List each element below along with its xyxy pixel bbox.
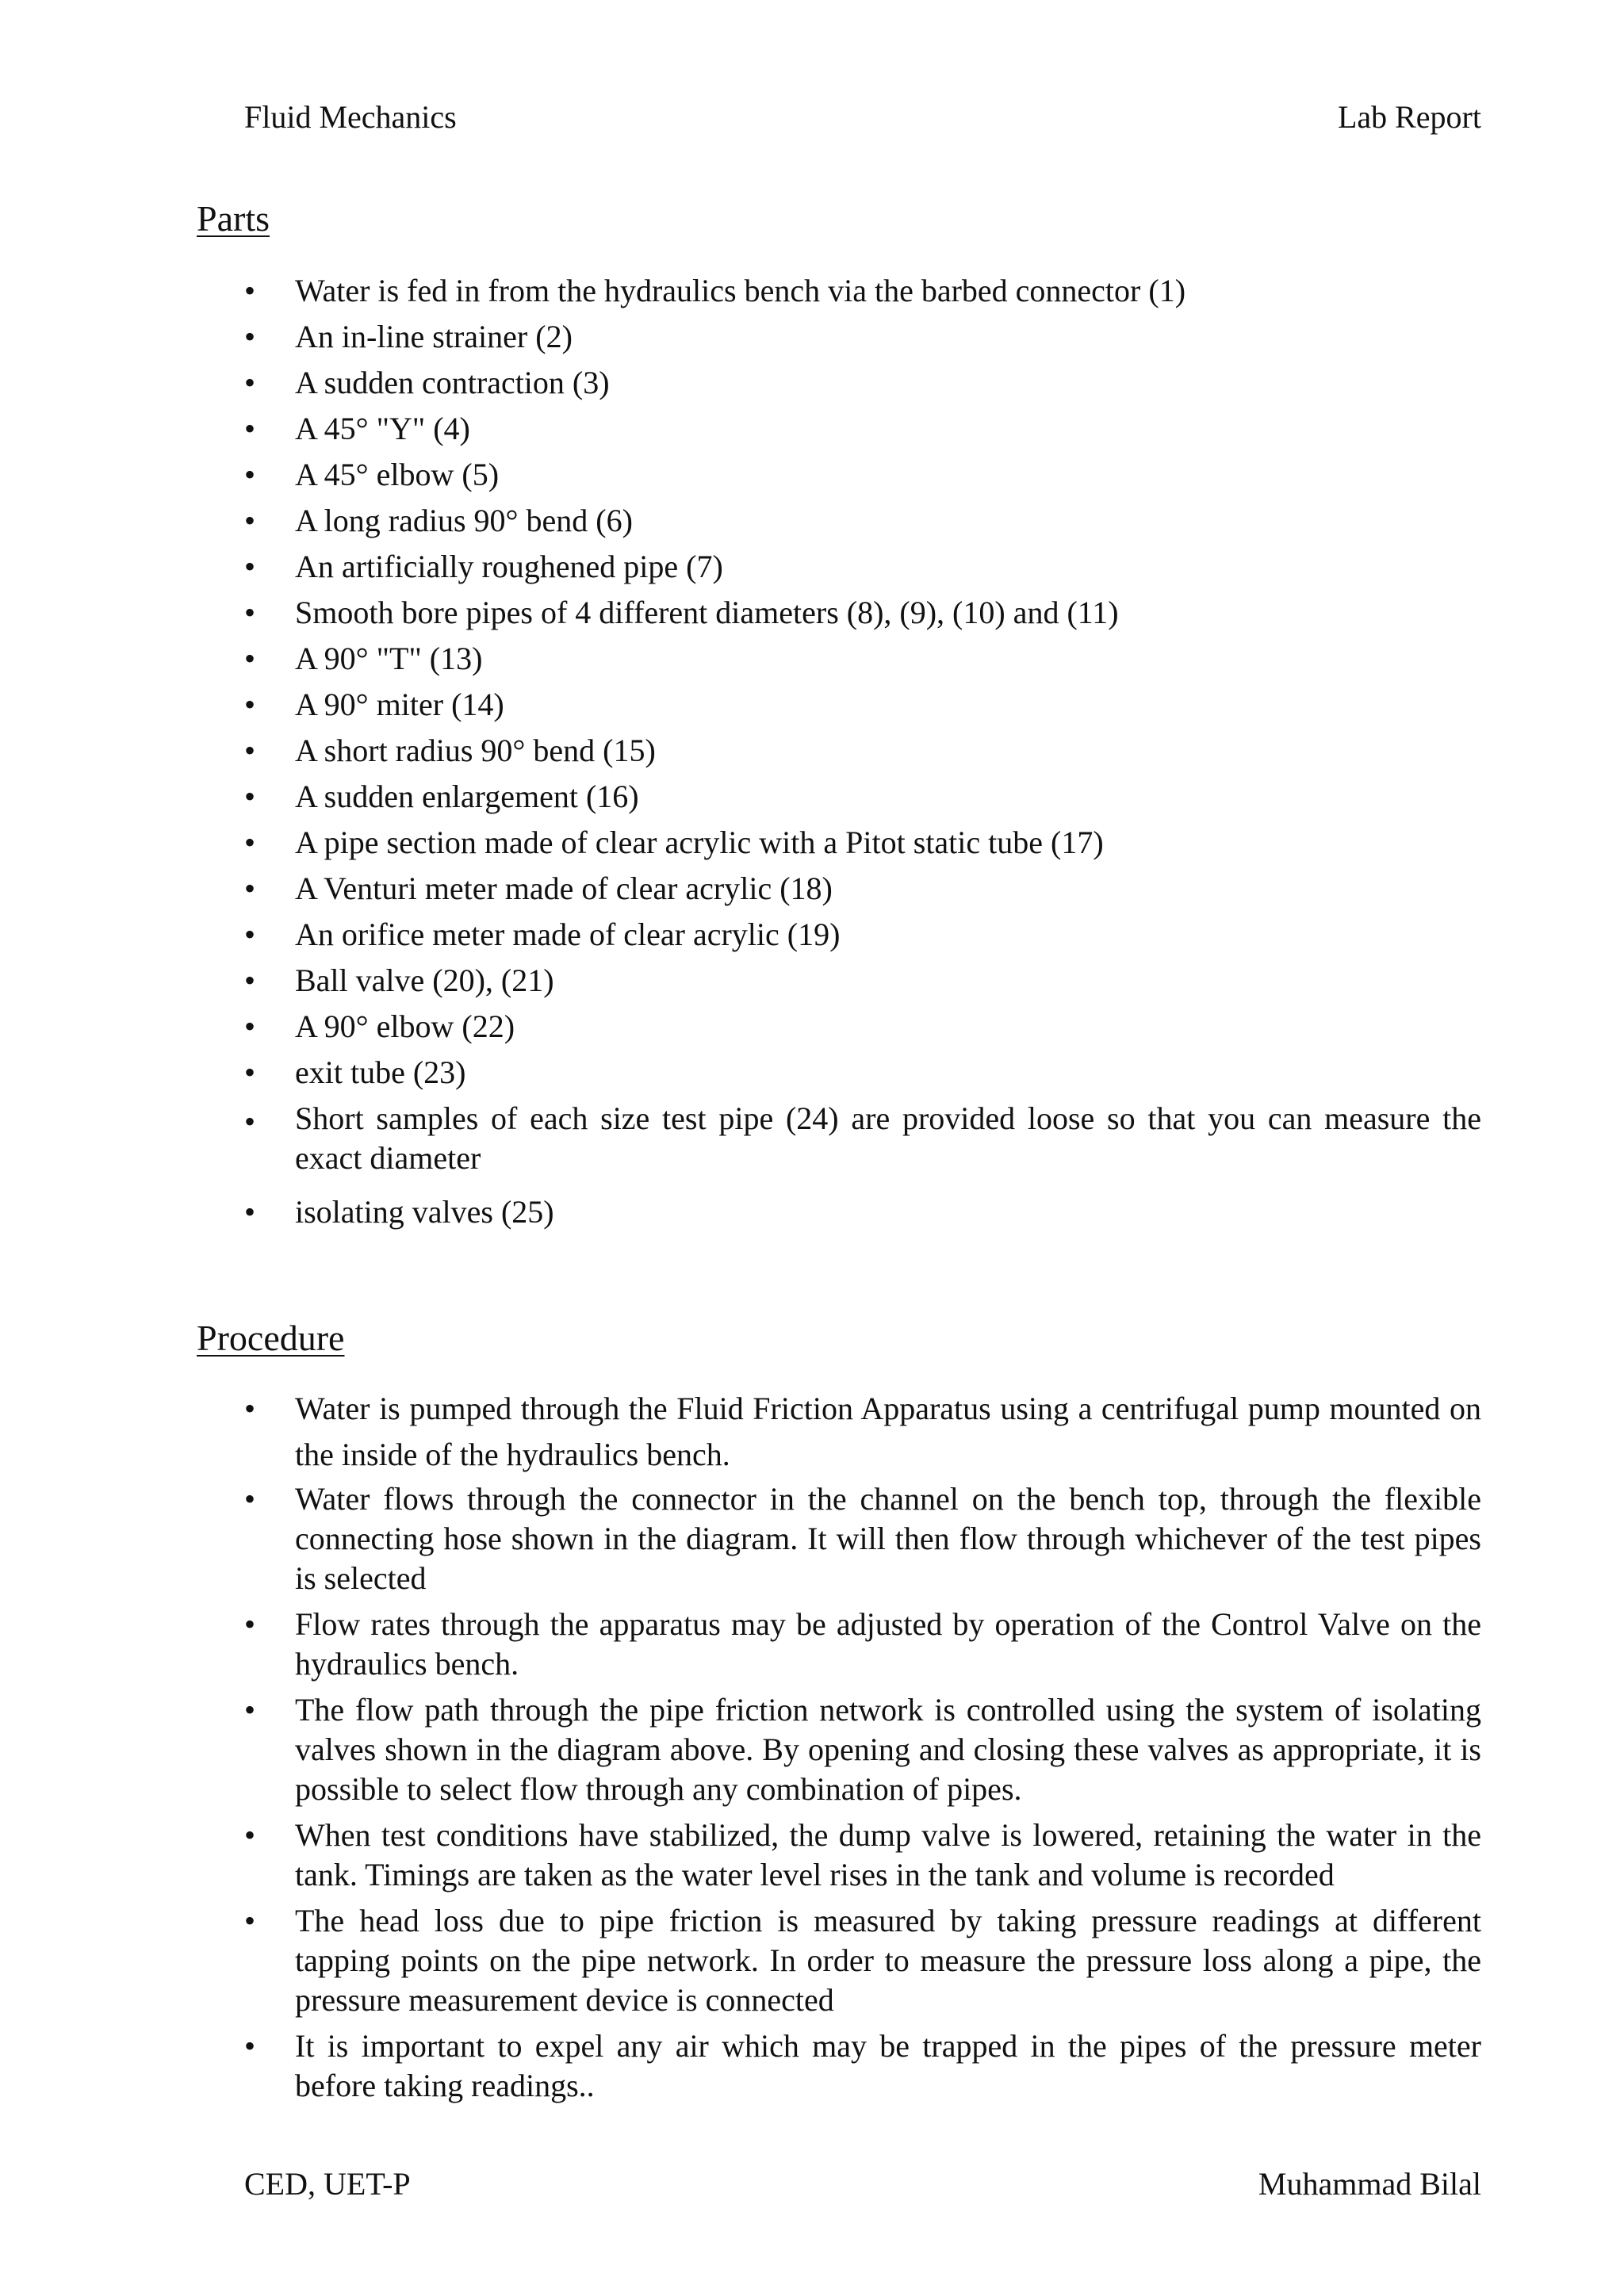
list-item-text: The flow path through the pipe friction network is controlled using the system of isolating valves shown in the diagram above. By opening and closing these valves as appropriate, it is possible to select flow through any combination of pipes. [295,1692,1481,1807]
bullet: • [244,1194,256,1230]
list-item-text: An in-line strainer (2) [295,319,573,354]
list-item-text: An artificially roughened pipe (7) [295,549,723,584]
bullet: • [244,1606,256,1642]
list-item-text: A 90° elbow (22) [295,1008,515,1044]
list-item-text: An orifice meter made of clear acrylic (19) [295,916,841,952]
list-item-text: Ball valve (20), (21) [295,962,554,998]
list-item [244,958,1481,1004]
list-item-text: Short samples of each size test pipe (24) are provided loose so that you can measure the exact diameter [295,1100,1481,1176]
bullet: • [244,1391,256,1426]
footer-department: CED, UET-P [244,2166,411,2202]
list-item [244,1386,1481,1478]
bullet: • [244,457,256,492]
list-item [244,498,1481,544]
parts-list [244,268,1481,1235]
list-item [244,452,1481,498]
bullet: • [244,1104,256,1139]
list-item-text: A 45° "Y" (4) [295,411,470,446]
list-item [244,728,1481,774]
list-item-text: A Venturi meter made of clear acrylic (18) [295,871,833,906]
bullet: • [244,825,256,860]
list-item [244,268,1481,314]
bullet: • [244,1817,256,1853]
list-item-text: Water flows through the connector in the channel on the bench top, through the flexible connecting hose shown in the diagram. It will then flow through whichever of the test pipes is selected [295,1481,1481,1596]
list-item [244,682,1481,728]
list-item-text: Flow rates through the apparatus may be adjusted by operation of the Control Valve on the hydraulics bench. [295,1606,1481,1682]
bullet: • [244,916,256,952]
list-item [244,1479,1481,1598]
bullet: • [244,1008,256,1044]
list-item [244,1901,1481,2020]
list-item-text: A short radius 90° bend (15) [295,733,656,768]
bullet: • [244,1481,256,1517]
list-item [244,774,1481,820]
list-item [244,912,1481,958]
list-item-text: Water is pumped through the Fluid Friction Apparatus using a centrifugal pump mounted on the inside of the hydraulics bench. [295,1391,1481,1472]
bullet: • [244,1903,256,1938]
header-course-title: Fluid Mechanics [244,99,457,135]
list-item [244,1189,1481,1235]
list-item-text: A sudden contraction (3) [295,365,610,400]
list-item-text: A 90° "T" (13) [295,641,483,676]
list-item [244,1816,1481,1895]
procedure-heading: Procedure [197,1318,345,1358]
list-item [244,1099,1481,1178]
list-item [244,544,1481,590]
bullet: • [244,962,256,998]
list-item [244,866,1481,912]
list-item-text: exit tube (23) [295,1054,466,1090]
list-item [244,820,1481,866]
bullet: • [244,733,256,768]
bullet: • [244,779,256,814]
list-item-text: When test conditions have stabilized, the dump valve is lowered, retaining the water in the tank. Timings are taken as the water level rises in the tank and volume is recorded [295,1817,1481,1892]
bullet: • [244,687,256,722]
bullet: • [244,549,256,584]
list-item [244,1050,1481,1096]
parts-heading: Parts [197,198,270,239]
bullet: • [244,411,256,446]
list-item [244,360,1481,406]
header-report-type: Lab Report [1337,99,1481,135]
list-item-text: A sudden enlargement (16) [295,779,639,814]
list-item [244,314,1481,360]
list-item [244,2026,1481,2106]
bullet: • [244,273,256,308]
list-item [244,636,1481,682]
list-item-text: A pipe section made of clear acrylic with a Pitot static tube (17) [295,825,1104,860]
list-item-text: Smooth bore pipes of 4 different diameters (8), (9), (10) and (11) [295,595,1119,630]
procedure-list [244,1386,1481,2112]
list-item-text: isolating valves (25) [295,1194,554,1230]
list-item-text: A long radius 90° bend (6) [295,503,633,538]
bullet: • [244,2028,256,2064]
list-item-text: A 45° elbow (5) [295,457,500,492]
list-item-text: A 90° miter (14) [295,687,504,722]
bullet: • [244,319,256,354]
bullet: • [244,365,256,400]
list-item [244,590,1481,636]
list-item [244,1690,1481,1809]
bullet: • [244,1692,256,1728]
list-item-text: Water is fed in from the hydraulics bench via the barbed connector (1) [295,273,1186,308]
bullet: • [244,503,256,538]
list-item [244,406,1481,452]
list-item [244,1004,1481,1050]
bullet: • [244,1054,256,1090]
list-item-text: It is important to expel any air which may be trapped in the pipes of the pressure meter before taking readings.. [295,2028,1481,2103]
list-item-text: The head loss due to pipe friction is measured by taking pressure readings at different tapping points on the pipe network. In order to measure the pressure loss along a pipe, the pressure measurement device is connected [295,1903,1481,2018]
bullet: • [244,641,256,676]
bullet: • [244,595,256,630]
list-item [244,1605,1481,1684]
bullet: • [244,871,256,906]
footer-author: Muhammad Bilal [1258,2166,1481,2202]
